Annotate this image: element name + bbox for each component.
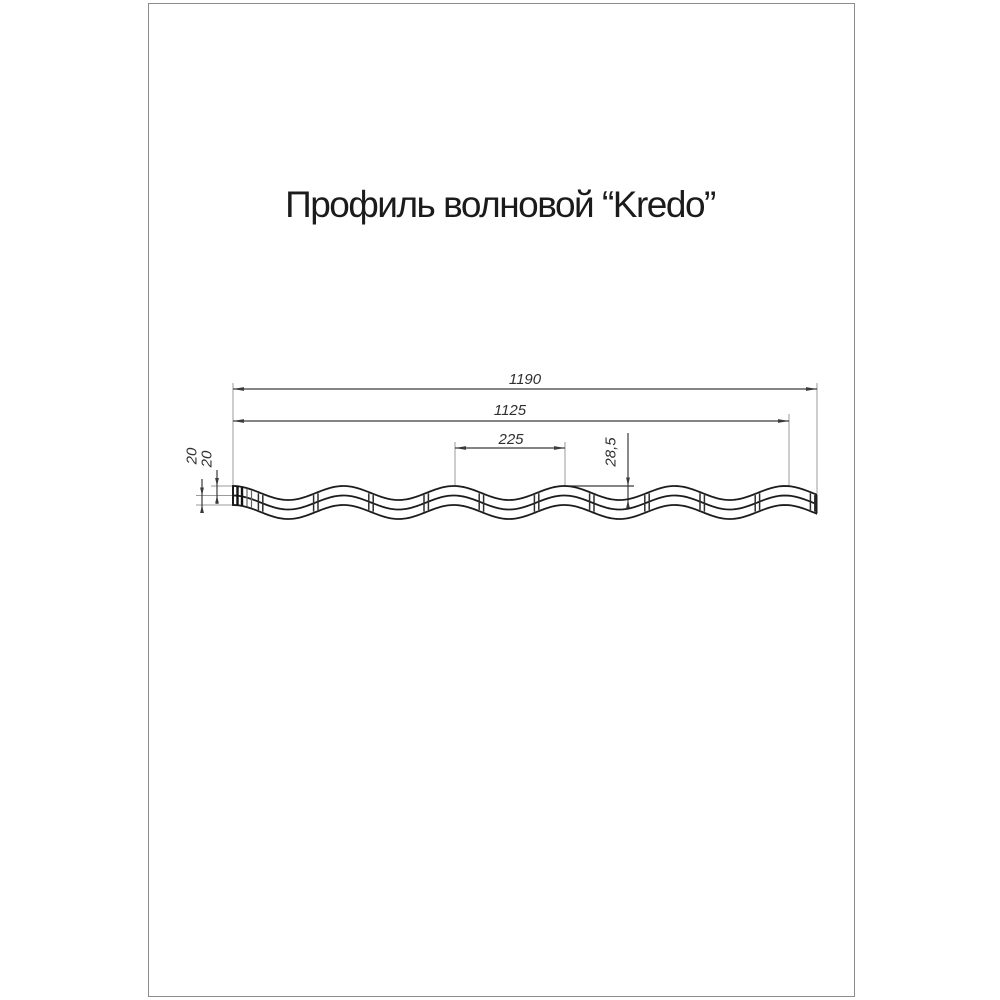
- dim-wave-pitch-label: 225: [498, 431, 524, 448]
- dimension-overall-width: [233, 371, 817, 391]
- dim-working-width-label: 1125: [493, 402, 527, 419]
- dim-wave-height-label: 28,5: [602, 437, 620, 467]
- dim-thickness-upper-label: 20: [198, 450, 216, 468]
- dim-overall-width-label: 1190: [508, 371, 542, 388]
- dim-thickness-lower-label: 20: [183, 447, 201, 465]
- drawing-title: Профиль волновой “Kredo”: [285, 184, 715, 225]
- dimension-wave-pitch: [455, 431, 565, 450]
- dimension-working-width: [233, 402, 789, 423]
- wave-profile: [233, 485, 837, 519]
